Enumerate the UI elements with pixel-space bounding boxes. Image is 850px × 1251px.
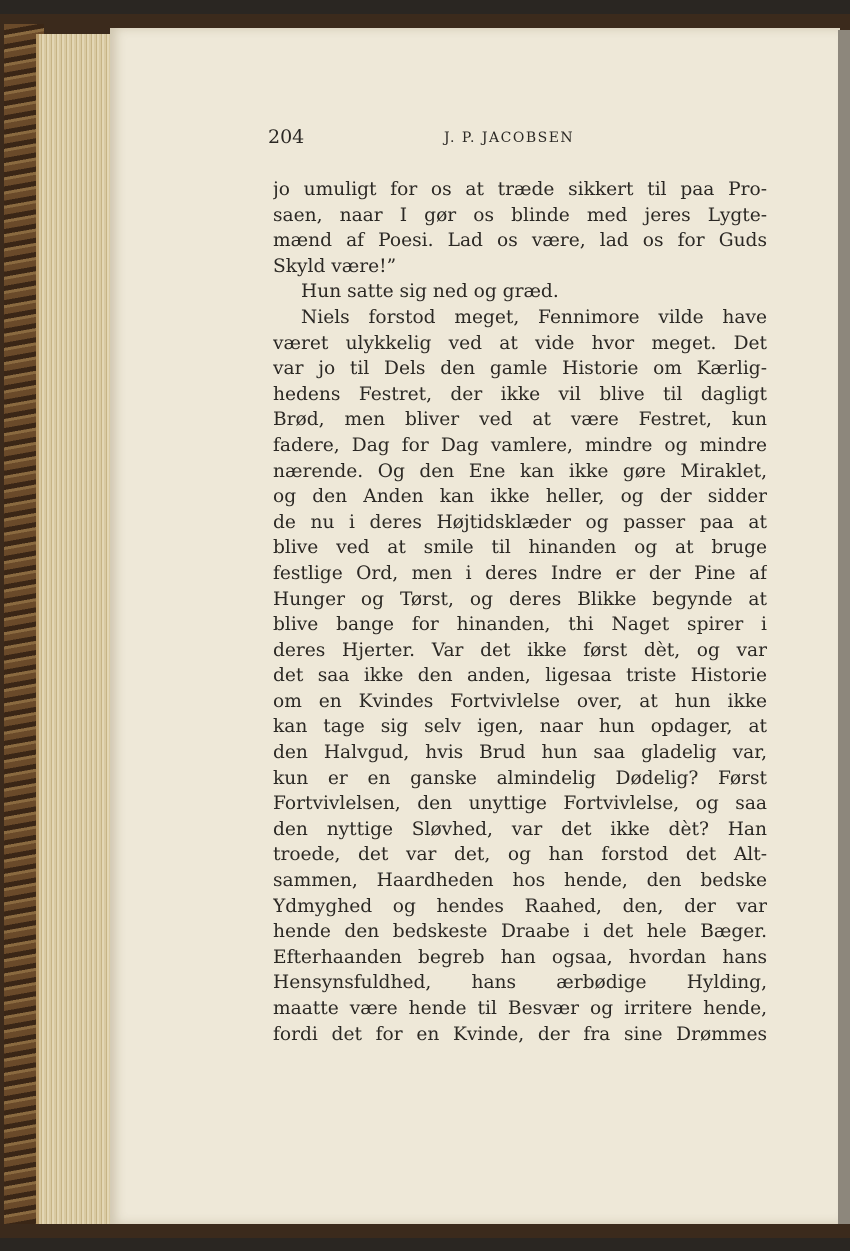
text-line: de nu i deres Højtidsklæder og passer paa at: [273, 511, 767, 533]
text-line: hende den bedskeste Draabe i det hele Bæger.: [273, 921, 767, 943]
text-line: nærende. Og den Ene kan ikke gøre Miraklet,: [273, 460, 767, 482]
text-line: været ulykkelig ved at vide hvor meget. Det: [273, 332, 767, 354]
text-line: kun er en ganske almindelig Dødelig? Først: [273, 767, 767, 789]
text-line: Hun satte sig ned og græd.: [301, 281, 559, 303]
text-line: Ydmyghed og hendes Raahed, den, der var: [273, 895, 767, 917]
text-line: deres Hjerter. Var det ikke først dèt, og var: [273, 639, 767, 661]
text-line: og den Anden kan ikke heller, og der sidder: [273, 486, 767, 508]
text-line: Fortvivlelsen, den unyttige Fortvivlelse, og saa: [273, 793, 767, 815]
running-title: J. P. JACOBSEN: [444, 130, 575, 146]
text-line: blive bange for hinanden, thi Naget spirer i: [273, 614, 767, 636]
text-line: Brød, men bliver ved at være Festret, kun: [273, 409, 767, 431]
text-line: Hensynsfuldhed, hans ærbødige Hylding,: [273, 972, 767, 994]
text-line: den Halvgud, hvis Brud hun saa gladelig var,: [273, 742, 767, 764]
text-line: var jo til Dels den gamle Historie om Kærlig-: [273, 358, 767, 380]
text-line: om en Kvindes Fortvivlelse over, at hun ikke: [273, 690, 767, 712]
page-number: 204: [268, 126, 305, 148]
text-line: sammen, Haardheden hos hende, den bedske: [273, 870, 767, 892]
text-line: blive ved at smile til hinanden og at bruge: [273, 537, 767, 559]
text-line: saen, naar I gør os blinde med jeres Lygte-: [273, 204, 767, 226]
text-line: jo umuligt for os at træde sikkert til paa Pro-: [273, 179, 767, 200]
text-line: den nyttige Sløvhed, var det ikke dèt? Han: [273, 818, 767, 840]
text-line: Niels forstod meget, Fennimore vilde have: [301, 306, 767, 328]
text-line: fadere, Dag for Dag vamlere, mindre og mindre: [273, 434, 767, 456]
text-line: Hunger og Tørst, og deres Blikke begynde at: [273, 588, 767, 610]
text-line: hedens Festret, der ikke vil blive til dagligt: [273, 383, 767, 405]
text-line: kan tage sig selv igen, naar hun opdager, at: [273, 716, 767, 738]
right-page-edge: [838, 30, 850, 1224]
text-line: troede, det var det, og han forstod det Alt-: [273, 844, 767, 866]
body-text: [273, 177, 767, 1047]
text-line: mænd af Poesi. Lad os være, lad os for Guds: [273, 230, 767, 252]
text-line: maatte være hende til Besvær og irritere hende,: [273, 998, 767, 1019]
text-line: Efterhaanden begreb han ogsaa, hvordan hans: [273, 946, 767, 968]
text-line: festlige Ord, men i deres Indre er der Pine af: [273, 562, 767, 584]
text-line: fordi det for en Kvinde, der fra sine Drømmes: [273, 1023, 767, 1045]
text-line: det saa ikke den anden, ligesaa triste Historie: [273, 665, 767, 687]
text-line: Skyld være!”: [273, 255, 397, 277]
page-header: [268, 126, 768, 152]
